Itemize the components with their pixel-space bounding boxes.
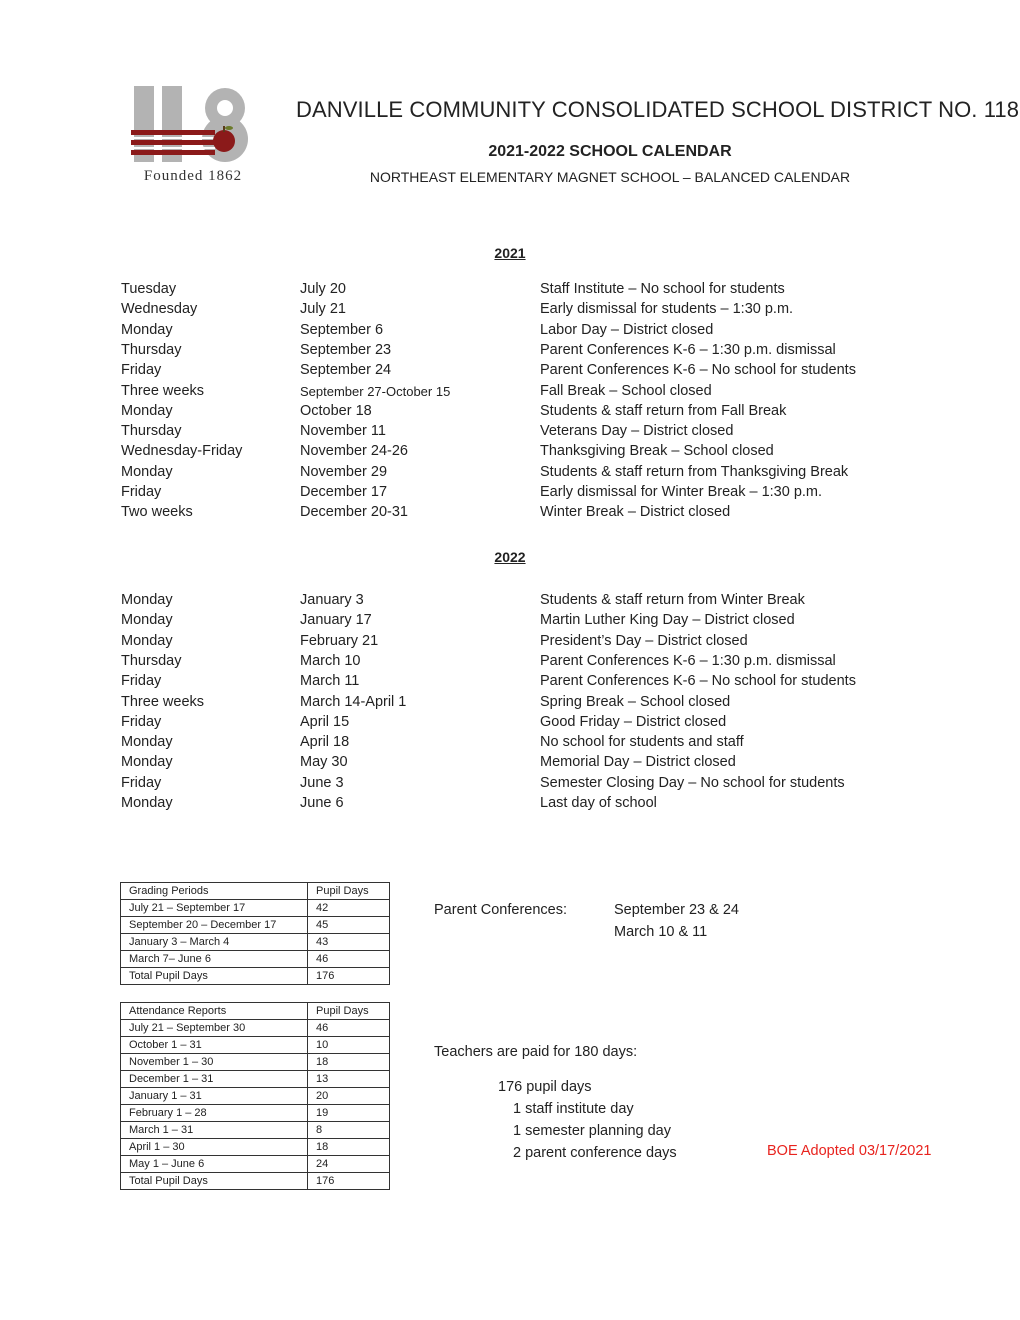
event-description: Thanksgiving Break – School closed xyxy=(540,443,774,460)
table-cell-period: February 1 – 28 xyxy=(121,1105,308,1122)
event-description: Early dismissal for Winter Break – 1:30 p.m. xyxy=(540,484,823,500)
event-day: Thursday xyxy=(121,341,182,358)
event-description: No school for students and staff xyxy=(540,734,744,751)
event-description: Winter Break – District closed xyxy=(540,504,731,521)
table-cell-period: July 21 – September 17 xyxy=(121,900,308,917)
event-date: February 21 xyxy=(300,632,379,649)
event-description: Last day of school xyxy=(540,795,657,811)
parent-conferences-label: Parent Conferences: xyxy=(434,902,567,918)
event-day: Friday xyxy=(121,774,162,791)
table-cell-days: 18 xyxy=(308,1139,390,1156)
event-date: January 3 xyxy=(300,592,364,608)
event-day: Friday xyxy=(121,673,162,690)
event-description: Spring Break – School closed xyxy=(540,693,731,710)
table-row xyxy=(121,900,390,917)
event-date: April 15 xyxy=(300,713,350,730)
district-name: DANVILLE COMMUNITY CONSOLIDATED SCHOOL DISTRICT NO. 118 xyxy=(296,97,1020,122)
event-description: Parent Conferences K-6 – 1:30 p.m. dismissal xyxy=(540,341,836,358)
calendar-event-row xyxy=(0,301,1020,321)
event-day: Monday xyxy=(121,632,173,649)
table-cell-days: 19 xyxy=(308,1105,390,1122)
event-day: Monday xyxy=(121,795,173,811)
calendar-event-row xyxy=(0,383,1020,403)
calendar-subtitle: NORTHEAST ELEMENTARY MAGNET SCHOOL – BALANCED CALENDAR xyxy=(369,169,851,185)
calendar-event-row xyxy=(0,423,1020,443)
table-cell-period: March 7– June 6 xyxy=(121,951,308,968)
event-day: Monday xyxy=(121,592,173,608)
year-heading-2021: 2021 xyxy=(494,245,526,261)
event-date: June 6 xyxy=(300,795,344,811)
calendar-event-row xyxy=(0,281,1020,301)
event-date: March 14-April 1 xyxy=(300,693,407,710)
logo-founded-text: Founded 1862 xyxy=(143,168,243,184)
event-date: September 6 xyxy=(300,321,384,338)
event-description: Labor Day – District closed xyxy=(540,321,714,338)
event-date: March 11 xyxy=(300,673,360,690)
teacher-pay-item: 1 staff institute day xyxy=(513,1101,634,1117)
table-row xyxy=(121,951,390,968)
table-cell-period: March 1 – 31 xyxy=(121,1122,308,1139)
calendar-event-row xyxy=(0,754,1020,774)
table-row xyxy=(121,1020,390,1037)
table-cell-period: September 20 – December 17 xyxy=(121,917,308,934)
table-cell-period: Grading Periods xyxy=(121,883,308,900)
calendar-event-row xyxy=(0,362,1020,382)
calendar-event-row xyxy=(0,592,1020,612)
event-description: Veterans Day – District closed xyxy=(540,423,734,440)
teacher-pay-item: 1 semester planning day xyxy=(513,1123,671,1139)
table-row xyxy=(121,1037,390,1054)
table-cell-days: 46 xyxy=(308,1020,390,1037)
calendar-event-row xyxy=(0,673,1020,693)
table-cell-days: 20 xyxy=(308,1088,390,1105)
table-cell-days: 8 xyxy=(308,1122,390,1139)
table-row xyxy=(121,934,390,951)
table-cell-days: Pupil Days xyxy=(308,883,390,900)
table-cell-period: January 3 – March 4 xyxy=(121,934,308,951)
calendar-event-row xyxy=(0,612,1020,632)
event-day: Monday xyxy=(121,463,173,480)
teacher-pay-item: 2 parent conference days xyxy=(513,1145,677,1161)
event-description: Fall Break – School closed xyxy=(540,382,712,399)
table-cell-days: 18 xyxy=(308,1054,390,1071)
event-date: January 17 xyxy=(300,612,372,629)
event-day: Monday xyxy=(121,402,173,419)
year-heading-2022: 2022 xyxy=(494,549,526,565)
table-cell-period: April 1 – 30 xyxy=(121,1139,308,1156)
event-date: October 18 xyxy=(300,402,372,419)
event-date: April 18 xyxy=(300,734,350,751)
table-cell-days: 13 xyxy=(308,1071,390,1088)
table-row xyxy=(121,1105,390,1122)
event-date: December 17 xyxy=(300,484,388,500)
event-day: Wednesday-Friday xyxy=(121,443,243,460)
event-description: Staff Institute – No school for students xyxy=(540,281,785,297)
table-row xyxy=(121,1071,390,1088)
event-day: Friday xyxy=(121,713,162,730)
event-day: Three weeks xyxy=(121,693,205,710)
event-day: Tuesday xyxy=(121,281,177,297)
parent-conferences-dates-2: March 10 & 11 xyxy=(614,924,708,940)
table-row xyxy=(121,1088,390,1105)
calendar-event-row xyxy=(0,342,1020,362)
calendar-event-row xyxy=(0,734,1020,754)
attendance-reports-table xyxy=(120,1002,390,1190)
boe-adopted-note: BOE Adopted 03/17/2021 xyxy=(767,1143,932,1159)
table-header-row xyxy=(121,883,390,900)
event-description: Students & staff return from Winter Break xyxy=(540,592,805,608)
table-row xyxy=(121,1156,390,1173)
table-cell-period: October 1 – 31 xyxy=(121,1037,308,1054)
teacher-pay-heading: Teachers are paid for 180 days: xyxy=(434,1044,638,1060)
table-cell-days: Pupil Days xyxy=(308,1003,390,1020)
table-cell-days: 46 xyxy=(308,951,390,968)
table-cell-period: Total Pupil Days xyxy=(121,1173,308,1190)
event-day: Monday xyxy=(121,321,173,338)
event-date: July 21 xyxy=(300,301,346,318)
event-day: Friday xyxy=(121,484,162,500)
event-date: May 30 xyxy=(300,754,348,771)
event-date: March 10 xyxy=(300,652,361,669)
event-description: Martin Luther King Day – District closed xyxy=(540,612,795,629)
table-cell-period: Attendance Reports xyxy=(121,1003,308,1020)
event-description: Good Friday – District closed xyxy=(540,713,727,730)
event-day: Friday xyxy=(121,362,162,379)
event-date: November 11 xyxy=(300,423,386,440)
calendar-event-row xyxy=(0,464,1020,484)
table-cell-period: July 21 – September 30 xyxy=(121,1020,308,1037)
table-row xyxy=(121,1173,390,1190)
calendar-event-row xyxy=(0,322,1020,342)
table-cell-days: 10 xyxy=(308,1037,390,1054)
table-row xyxy=(121,1122,390,1139)
table-cell-period: December 1 – 31 xyxy=(121,1071,308,1088)
grading-periods-table xyxy=(120,882,390,985)
calendar-event-row xyxy=(0,484,1020,504)
table-row xyxy=(121,917,390,934)
table-header-row xyxy=(121,1003,390,1020)
calendar-event-row xyxy=(0,443,1020,463)
table-row xyxy=(121,968,390,985)
table-cell-period: Total Pupil Days xyxy=(121,968,308,985)
table-cell-period: November 1 – 30 xyxy=(121,1054,308,1071)
event-day: Thursday xyxy=(121,652,182,669)
calendar-event-row xyxy=(0,714,1020,734)
calendar-event-row xyxy=(0,633,1020,653)
event-date: June 3 xyxy=(300,774,344,791)
calendar-title: 2021-2022 SCHOOL CALENDAR xyxy=(488,143,732,160)
event-description: Parent Conferences K-6 – 1:30 p.m. dismissal xyxy=(540,652,836,669)
event-day: Two weeks xyxy=(121,504,193,521)
table-cell-period: May 1 – June 6 xyxy=(121,1156,308,1173)
event-date: September 23 xyxy=(300,341,392,358)
event-description: Students & staff return from Fall Break xyxy=(540,402,787,419)
event-day: Monday xyxy=(121,612,173,629)
table-cell-days: 45 xyxy=(308,917,390,934)
calendar-event-row xyxy=(0,775,1020,795)
event-date: September 24 xyxy=(300,362,392,379)
event-date: November 29 xyxy=(300,463,388,480)
calendar-event-row xyxy=(0,653,1020,673)
event-description: President’s Day – District closed xyxy=(540,632,748,649)
table-cell-days: 176 xyxy=(308,968,390,985)
calendar-event-row xyxy=(0,795,1020,815)
table-cell-days: 42 xyxy=(308,900,390,917)
calendar-event-row xyxy=(0,504,1020,524)
calendar-event-row xyxy=(0,694,1020,714)
event-description: Memorial Day – District closed xyxy=(540,754,736,771)
parent-conferences-dates-1: September 23 & 24 xyxy=(614,902,739,918)
table-row xyxy=(121,1139,390,1156)
table-cell-days: 43 xyxy=(308,934,390,951)
event-date: July 20 xyxy=(300,281,346,297)
event-description: Students & staff return from Thanksgiving Break xyxy=(540,463,849,480)
event-day: Monday xyxy=(121,734,173,751)
event-date: November 24-26 xyxy=(300,443,408,460)
event-date: September 27-October 15 xyxy=(300,383,451,399)
event-day: Monday xyxy=(121,754,173,771)
event-description: Early dismissal for students – 1:30 p.m. xyxy=(540,301,794,318)
event-description: Parent Conferences K-6 – No school for students xyxy=(540,362,856,379)
event-description: Semester Closing Day – No school for students xyxy=(540,774,845,791)
event-day: Three weeks xyxy=(121,382,205,399)
table-cell-days: 176 xyxy=(308,1173,390,1190)
event-description: Parent Conferences K-6 – No school for students xyxy=(540,673,856,690)
calendar-event-row xyxy=(0,403,1020,423)
event-day: Wednesday xyxy=(121,301,198,318)
table-cell-period: January 1 – 31 xyxy=(121,1088,308,1105)
table-cell-days: 24 xyxy=(308,1156,390,1173)
event-date: December 20-31 xyxy=(300,504,408,521)
event-day: Thursday xyxy=(121,423,182,440)
teacher-pay-item: 176 pupil days xyxy=(498,1079,592,1095)
table-row xyxy=(121,1054,390,1071)
